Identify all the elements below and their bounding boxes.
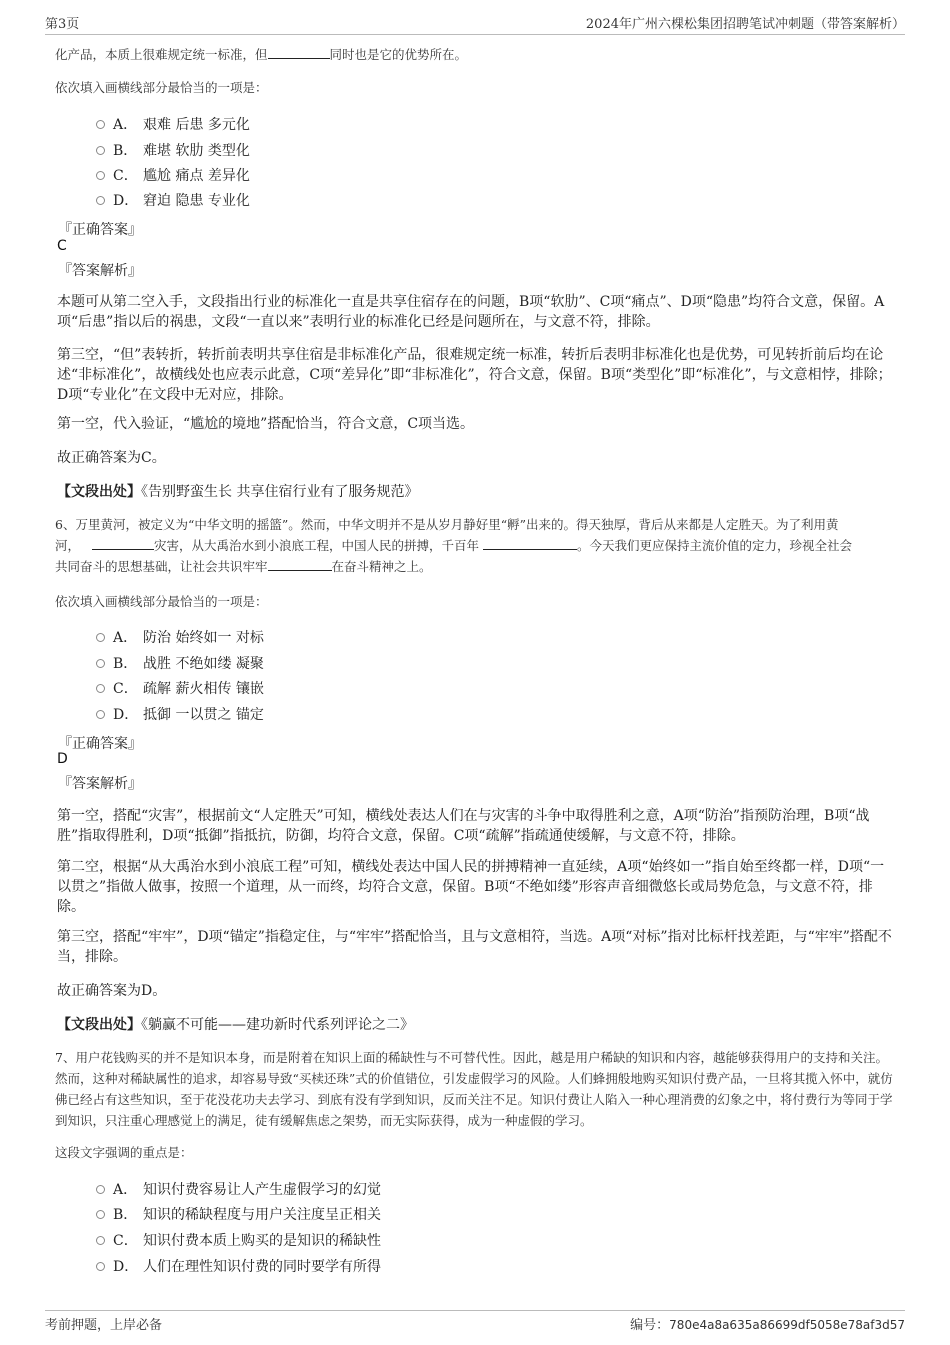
analysis-paragraph: 故正确答案为C。 (57, 450, 166, 466)
radio-icon[interactable] (96, 1236, 105, 1245)
question-number: 7、 (55, 1050, 76, 1065)
q5-option-b[interactable]: B． 难堪 软肋 类型化 (96, 140, 250, 160)
correct-answer: C (57, 238, 67, 254)
q5-option-a[interactable]: A． 艰难 后患 多元化 (96, 114, 250, 134)
q5-option-c[interactable]: C． 尴尬 痛点 差异化 (96, 165, 250, 185)
radio-icon[interactable] (96, 659, 105, 668)
radio-icon[interactable] (96, 146, 105, 155)
document-code: 编号：780e4a8a635a86699df5058e78af3d57 (630, 1318, 905, 1333)
page-footer (45, 1310, 905, 1333)
document-title: 2024年广州六棵松集团招聘笔试冲刺题（带答案解析） (585, 17, 905, 32)
analysis-label: 『答案解析』 (58, 776, 142, 792)
footer-slogan: 考前押题，上岸必备 (45, 1318, 163, 1333)
analysis-paragraph: 第一空，搭配“灾害”，根据前文“人定胜天”可知，横线处表达人们在与灾害的斗争中取得胜利之意，A项“防治”指预防治理，B项“战胜”指取得胜利，D项“抵御”指抵抗，防御，均符合文意，保留。C项“疏解”指疏通使缓解，与文意不符，排除。 (57, 808, 870, 844)
q7-option-d[interactable]: D． 人们在理性知识付费的同时要学有所得 (96, 1256, 381, 1276)
question-7-stem: 7、用户花钱购买的并不是知识本身，而是附着在知识上面的稀缺性与不可替代性。因此，越是用户稀缺的知识和内容，越能够获得用户的支持和关注。然而，这种对稀缺属性的追求，却容易导致“买椟还珠”式的价值错位，引发虚假学习的风险。人们蜂拥般地购买知识付费产品，一旦将其揽入怀中，就仿佛已经占有这些知识，至于花没花功夫去学习、到底有没有学到知识，反而关注不足。知识付费让人陷入一种心理消费的幻象之中，将付费行为等同于学到知识，只注重心理感觉上的满足，徒有缓解焦虑之架势，而无实际获得，成为一种虚假的学习。 (55, 1050, 893, 1128)
radio-icon[interactable] (96, 1210, 105, 1219)
radio-icon[interactable] (96, 1262, 105, 1271)
q7-option-b[interactable]: B． 知识的稀缺程度与用户关注度呈正相关 (96, 1204, 381, 1224)
radio-icon[interactable] (96, 196, 105, 205)
question-5-prompt: 依次填入画横线部分最恰当的一项是： (55, 80, 268, 95)
q6-option-c[interactable]: C． 疏解 薪火相传 镶嵌 (96, 678, 264, 698)
question-5-stem: 化产品，本质上很难规定统一标准，但 同时也是它的优势所在。 (55, 47, 468, 62)
q7-option-c[interactable]: C． 知识付费本质上购买的是知识的稀缺性 (96, 1230, 381, 1250)
analysis-paragraph: 故正确答案为D。 (57, 983, 167, 999)
question-6-stem: 6、万里黄河，被定义为“中华文明的摇篮”。然而，中华文明并不是从岁月静好里“孵”出来的。得天独厚，背后从来都是人定胜天。为了利用黄 河， 灾害，从大禹治水到小浪底工程，中国人民的拼搏，千百年 。今天我们更应保持主流价值的定力，珍视全社会 共同奋斗的思想基础，让社会共识牢牢 在奋斗精神之上。 (55, 517, 853, 574)
answer-blank (483, 537, 577, 550)
answer-blank (268, 46, 330, 59)
radio-icon[interactable] (96, 1185, 105, 1194)
radio-icon[interactable] (96, 710, 105, 719)
page-header (45, 12, 905, 35)
source-citation: 【文段出处】《躺赢不可能——建功新时代系列评论之二》 (57, 1017, 414, 1033)
source-citation: 【文段出处】《告别野蛮生长 共享住宿行业有了服务规范》 (57, 484, 419, 500)
analysis-paragraph: 第三空，“但”表转折，转折前表明共享住宿是非标准化产品，很难规定统一标准，转折后表明非标准化也是优势，可见转折前后均在论述“非标准化”，故横线处也应表示此意，C项“差异化”即“非标准化”，符合文意，保留。B项“类型化”即“标准化”，与文意相悖，排除；D项“专业化”在文段中无对应，排除。 (57, 347, 892, 403)
radio-icon[interactable] (96, 171, 105, 180)
question-number: 6、 (55, 517, 76, 532)
analysis-label: 『答案解析』 (58, 263, 142, 279)
answer-label: 『正确答案』 (58, 736, 142, 752)
q6-option-a[interactable]: A． 防治 始终如一 对标 (96, 627, 264, 647)
correct-answer: D (57, 751, 68, 767)
answer-blank (92, 537, 154, 550)
q6-option-d[interactable]: D． 抵御 一以贯之 锚定 (96, 704, 264, 724)
question-6-prompt: 依次填入画横线部分最恰当的一项是： (55, 594, 268, 609)
q7-option-a[interactable]: A． 知识付费容易让人产生虚假学习的幻觉 (96, 1179, 381, 1199)
analysis-paragraph: 第一空，代入验证，“尴尬的境地”搭配恰当，符合文意，C项当选。 (57, 416, 475, 432)
radio-icon[interactable] (96, 120, 105, 129)
answer-label: 『正确答案』 (58, 222, 142, 238)
question-7-prompt: 这段文字强调的重点是： (55, 1145, 193, 1160)
analysis-paragraph: 本题可从第二空入手，文段指出行业的标准化一直是共享住宿存在的问题，B项“软肋”、C项“痛点”、D项“隐患”均符合文意，保留。A项“后患”指以后的祸患，文段“一直以来”表明行业的标准化已经是问题所在，与文意不符，排除。 (57, 294, 885, 330)
page-number: 第3页 (45, 17, 80, 32)
analysis-paragraph: 第三空，搭配“牢牢”，D项“锚定”指稳定住，与“牢牢”搭配恰当，且与文意相符，当选。A项“对标”指对比标杆找差距，与“牢牢”搭配不当，排除。 (57, 929, 892, 965)
analysis-paragraph: 第二空，根据“从大禹治水到小浪底工程”可知，横线处表达中国人民的拼搏精神一直延续，A项“始终如一”指自始至终都一样，D项“一以贯之”指做人做事，按照一个道理，从一而终，均符合文意，保留。B项“不绝如缕”形容声音细微悠长或局势危急，与文意不符，排除。 (57, 859, 885, 915)
radio-icon[interactable] (96, 633, 105, 642)
radio-icon[interactable] (96, 684, 105, 693)
q5-option-d[interactable]: D． 窘迫 隐患 专业化 (96, 190, 250, 210)
answer-blank (268, 558, 332, 571)
q6-option-b[interactable]: B． 战胜 不绝如缕 凝聚 (96, 653, 264, 673)
